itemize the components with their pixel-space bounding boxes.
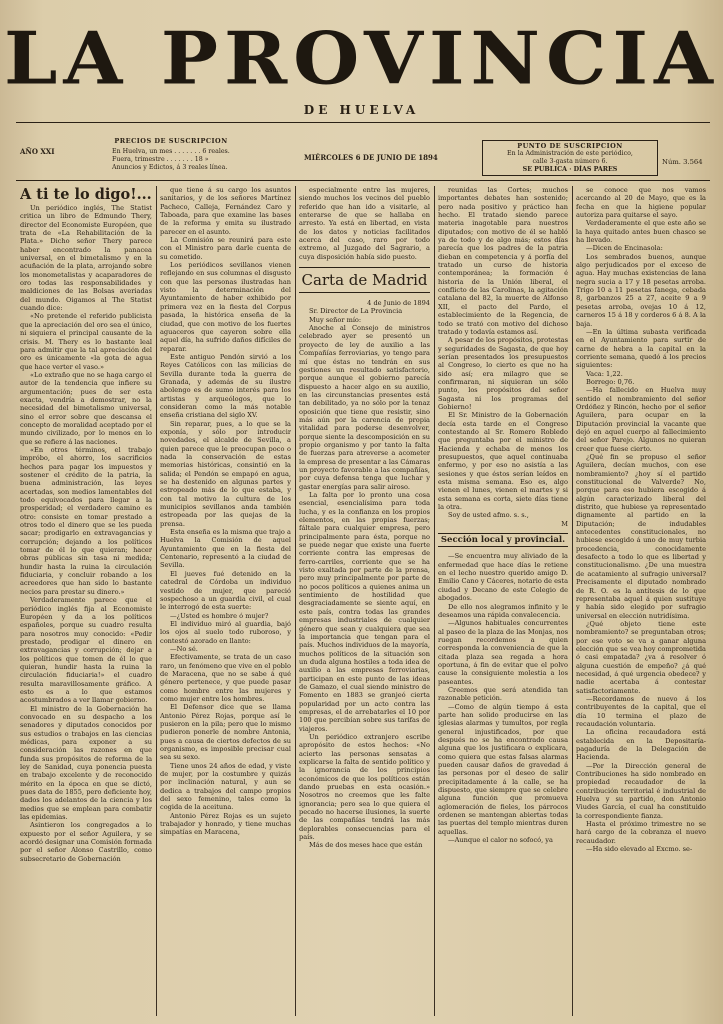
year-label: AÑO XXI <box>20 147 55 156</box>
paragraph: ¿Qué fin se propuso el señor Aguilera, decían muchos, con ese nombramiento? ¿hoy sí el partido constitucional de Valverde? No, porque para eso hubiera escogido á algún caracterizado liberal del distrito, que hubiese ya representado dignamente al partido en la Diputación; de indudables antecedentes constitucionales, no hubiese escogido á uno de muy turbia procedencia, conocidamente desafecto a todo lo que es libertad y constitucionalismo. ¿De una muestra de acatamiento al sufragio universal? Precisamente el diputado nombrado de R. O. es la antítesis de lo que representaba aquel á quien sustituye y había sido elegido por sufragio universal en elección nutridísima. <box>576 453 706 620</box>
column-1 <box>20 186 152 1018</box>
precio-line: En Huelva, un mes . . . . . . . 6 reales. <box>112 148 230 155</box>
precios-lines <box>112 148 262 172</box>
salutation: Sr. Director de La Provincia <box>309 307 403 316</box>
paragraph: —Algunos habituales concurrentes al paseo de la plaza de las Monjas, nos ruegan recordemos a quien corresponda la conveniencia de que la citada plaza sea regada a hora oportuna, á fin de evitar que el polvo cause la consiguiente molestia a los paseantes. <box>438 619 568 686</box>
paragraph: reunidas las Cortes; muchos importantes debates han sostenido; pero nada positivo y práctico han hecho. El tratado siendo parece materia inagotable para nuestros diputados; con motivo de él se habló ya de todo y de algo más; estos días parecía que los padres de la patria dieban en competencia y á porfía del tratado un curso de historia contemporánea; la formación é historia de la Unión liberal, el conflicto de las Carolinas, la agitación catalana del 82, la muerte de Alfonso XII, el pacto del Pardo, el establecimiento de la Regencia, de todo se trató con motivo del dichoso tratado y todavía estamos así. <box>438 186 568 336</box>
precios-title: PRECIOS DE SUSCRIPCION <box>114 137 228 145</box>
price-line: Borrego: 0,76. <box>586 377 635 386</box>
paragraph: Un periódico inglés, The Statist critica un libro de Edmundo Thery, director del Economiste Européen, que trata de «La Rehabilitación de la Plata.» Dicho señor Thery parece haber encontrado la panacea universal, en el bimetalismo y en la acuñación de la plata, arrojando sobre los monometalistas y acaparadores de oro todas las responsabilidades y maldiciones de las Bolsas averiadas del mundo. Oigamos al The Statist cuando dice: <box>20 204 152 313</box>
paragraph: «En otros términos, el trabajo impróbo, el ahorro, los sacrificios hechos para pagar los impuestos y sostener el crédito de la patria, la buena administración, las leyes acertadas, son medios lamentables del todo equivocados para llegar a la prosperidad; el verdadero camino es otro: consiste en tomar prestado a otros todo el dinero que se les pueda sacar; prodigarlo en extravagancias y corrupción; dejando a los políticos tomar de él lo que quieran; hacer obras públicas sin tasa ni medida; hundir hasta la ruina la circulación fiduciaria, y concluir robando a los acreedores que han sido lo bastante necios para prestar su dinero.» <box>20 445 152 596</box>
paragraph: —Dicen de Encinasola: <box>586 244 663 253</box>
signoff: Soy de usted afmo. s. s., <box>448 511 529 520</box>
column-divider <box>295 186 296 1016</box>
paragraph: que tiene á su cargo los asuntos sanitarios, y de los señores Martínez Pacheco, Calleja, Fernández Caro y Taboada, para que examine las bases de la reforma y emita su ilustrado parecer en el asunto. <box>160 186 291 236</box>
punto-line: calle 3-gasta número 6. <box>532 158 608 165</box>
column-divider <box>572 186 573 1016</box>
masthead-title: LA PROVINCIA <box>3 16 720 101</box>
paragraph: Más de dos meses hace que están <box>309 841 423 850</box>
paragraph: Creemos que será atendida tan razonable petición. <box>438 685 568 703</box>
paragraph: Asintieron los congregados a lo expuesto por el señor Aguilera, y se acordó designar una Comisión formada por el señor Alonso Castrillo, como subsecretario de Gobernación <box>20 821 152 863</box>
paragraph: —No sé. <box>170 644 198 653</box>
precios-box <box>96 137 246 145</box>
paragraph: especialmente entre las mujeres, siendo muchos los vecinos del pueblo referido que han ido a visitarle, al enterarse de que se hallaba en arresto. Ya está en libertad, en vista de los datos y noticias facilitados acerca del caso, raro por todo extremo, al Juzgado del Sagrario, a cuya disposición había sido puesto. <box>299 186 430 261</box>
paragraph: Esta enseña es la misma que trajo a Huelva la Comisión de aquel Ayuntamiento que en la fiesta del Centenario, representó a la ciudad de Sevilla. <box>160 528 291 570</box>
masthead-subtitle: DE HUELVA <box>303 103 420 117</box>
paragraph: ¿Qué objeto tiene este nombramiento? se preguntaban otros; por ese voto se va a ganar alguna elección que se vea hoy comprometida ó casi empatada? ¿va á resolver ó alguna cuestión de empeño? ¿á qué necesidad, á qué urgencia obedece? y nadie acertaba á contestar satisfactoriamente. <box>576 619 706 695</box>
paragraph: Un periódico extranjero escribe apropósito de estos hechos: «No acierto las personas sensatas a explicarse la falta de sentido político y la ignorancia de los principios económicos de que los políticos están dando pruebas en esta ocasión.» Nosotros no creemos que les falte ignorancia; pero sea lo que quiera el pecado no hacerse ilusiones, la suerte de las compañías tendrá las más deplorables consecuencias para el país. <box>299 732 430 842</box>
paragraph: «No pretende el referido publicista que la apreciación del oro sea el único, ni siquiera el principal causante de la crisis. M. Thery es lo bastante leal para admitir que la tal apreciación del oro es únicamente «la gota de agua que hace verter el vaso.» <box>20 312 152 371</box>
paragraph: Hasta el próximo trimestre no se hará cargo de la cobranza el nuevo recaudador. <box>576 820 706 845</box>
paragraph: Los periódicos sevillanos vienen reflejando en sus columnas el disgusto con que las personas ilustradas han visto la determinación del Ayuntamiento de haber exhibido por primera vez en la fiesta del Corpus pasada, la histórica enseña de la ciudad, que con motivo de los fuertes aguaceros que cayeron sobre ella aquel día, ha sufrido daños difíciles de reparar. <box>160 261 291 353</box>
paragraph: Verdaderamente el que este año se la haya quitado antes buen chasco se ha llevado. <box>576 219 706 245</box>
paragraph: Este antiguo Pendón sirvió a los Reyes Católicos con las milicias de Sevilla durante toda la guerra de Granada, y además de su ilustre abolengo es de sumo interés para los artistas y arqueólogos, que lo consideran como la más notable enseña cristiana del siglo XV. <box>160 352 291 420</box>
column-5 <box>576 186 706 1018</box>
paragraph: —En la última subasta verificada en el Ayuntamiento para surtir de carne de hebra a la capital en la corriente semana, quedó á los precios siguientes: <box>576 327 706 370</box>
paragraph: El Sr. Ministro de la Gobernación decía esta tarde en el Congreso contestando al Sr. Romero Robledo que preguntaba por el ministro de Hacienda y echaba de menos los presupuestos, que aquel continuaba enfermo, y por eso no asistía a las sesiones y que éstos serían leídos en esta misma semana. Eso es, algo vienen el lunes, vienen el martes y si esta semana es corta, siete días tiene la otra. <box>438 411 568 512</box>
price-line: Vaca: 1,22. <box>586 369 623 378</box>
paragraph: La Comisión se reunirá para este con el Ministro para darle cuenta de su cometido. <box>160 236 291 261</box>
greeting: Muy señor mío: <box>309 315 362 324</box>
paragraph: —Recordamos de nuevo á los contribuyentes de la capital, que el día 10 termina el plazo de recaudación voluntaria. <box>576 694 706 728</box>
paragraph: «Lo extraño que no se haga cargo el autor de la tendencia que infiere su argumentación; pues de ser esta exacta, vendría a demostrar, no la necesidad del bimetalismo universal, sino el error sobre que descansa el concepto de moralidad aceptado por el mundo civilizado, por lo menos en lo que se refiere á las naciones. <box>20 370 152 446</box>
punto-title: PUNTO DE SUSCRIPCION <box>517 142 623 150</box>
paragraph: Los sembrados buenos, aunque algo perjudicados por el exceso de agua. Hay muchas existencias de lana negra sucia a 17 y 18 pesetas arroba. Trigo 10 a 11 pesetas fanega, cebada 8, garbanzos 25 a 27, aceite 9 a 9 pesetas arroba, ovejas 10 á 12, carneros 15 á 18 y corderos 6 á 8. A la baja. <box>576 252 706 328</box>
paragraph: Sin reparar, pues, a lo que se la exponía, y sólo por introducir novedades, el alcalde de Sevilla, a quien parece que le preocupan poco o nada la conservación de estas memorias históricas, consintió en la salida; el Pendón se empapó en agua, se ha destenido en algunas partes y estropeado más de lo que estaba, y con tal motivo la cultura de los municipios sevillanos anda también estropeada por las quejas de la prensa. <box>160 419 291 528</box>
paragraph: A pesar de los propósitos, protestas y seguridades de Sagasta, de que hoy serían presentados los presupuestos al Congreso, lo cierto es que no ha sido así; era milagro que se confirmaran, ni siquieran un sólo punto, los propósitos del señor Sagasta ni los programas del Gobierno! <box>438 336 568 411</box>
column-divider <box>434 186 435 1016</box>
punto-line: En la Administración de este periódico, <box>507 150 633 157</box>
paragraph: se conoce que nos vamos acercando al 20 de Mayo, que es la fecha en que la higiene popular autoriza para quitarse el sayo. <box>576 186 706 220</box>
paragraph: —Ha fallecido en Huelva muy sentido el nombramiento del señor Ordóñez y Rincón, hecho por el señor Aguilera, para ocupar en la Diputación provincial la vacante que dejó en aquel cuerpo al fallecimiento del señor Parejo. Algunos no quieran creer que fuese cierto. <box>576 386 706 453</box>
paragraph: Antonio Pérez Rojas es un sujeto trabajador y honrado, y tiene muchas simpatías en Maracena, <box>160 811 291 837</box>
header-top-rule <box>16 122 710 123</box>
paragraph: —¿Usted es hombre ó mujer? <box>170 611 269 620</box>
column-divider <box>156 186 157 1016</box>
paragraph: —Por la Dirección general de Contribuciones ha sido nombrado en propiedad recaudador de la contribución territorial é industrial de Huelva y su partido, don Antonio Viudes García, el cual ha constituido la correspondiente fianza. <box>576 761 706 820</box>
paragraph: El jueves fué detenido en la catedral de Córdoba un individuo vestido de mujer, que pareció sospechoso a un guardia civil, el cual le interrogó de esta suerte: <box>160 569 291 612</box>
paragraph: La oficina recaudadora está establecida en la Depositaría-pagaduría de la Delegación de Hacienda. <box>576 728 706 762</box>
header-bottom-rule <box>16 180 710 181</box>
issue-date: MIÉRCOLES 6 DE JUNIO DE 1894 <box>304 153 438 162</box>
paragraph: El Defensor dice que se llama Antonio Pérez Rojas, porque así le pusieron en la pila; pero que lo mismo pudieron ponerle de nombre Antonia, pues a causa de ciertos defectos de su organismo, es imposible precisar cual sea su sexo. <box>160 703 291 762</box>
column-2 <box>160 186 291 1018</box>
precio-line: Fuera, trimestre . . . . . . . 18 » <box>112 156 209 163</box>
headline: A ti te lo digo!... <box>20 186 152 203</box>
section-heading: Sección local y provincial. <box>438 533 568 547</box>
column-3 <box>299 186 430 1018</box>
paragraph: El ministro de la Gobernación ha convocado en su despacho a los senadores y diputados conocidos por sus estudios o trabajos en las ciencias médicas, para exponer a su consideración las razones en que funda sus propósitos de reforma de la ley de Sanidad, cuya ponencia puesta en trabajo excelente y de reconocido mérito en la época en que se dictó, pues data de 1855, pero deficiente hoy, dados los adelantos de la ciencia y los medios que se emplean para combatir las epidemias. <box>20 704 152 822</box>
paragraph: —Aunque el calor no sofocó, ya <box>448 836 553 845</box>
paragraph: De ello nos alegramos infinito y le deseamos una rápida convalecencia. <box>438 602 568 619</box>
punto-box <box>482 140 658 176</box>
paragraph: La falta por lo pronto una cosa esencial, esencialísima para toda lucha, y es la confianza en los propios elementos, en las propias fuerzas; fáltale para cualquier empresa, pero principalmente para ésta, porque no se puede negar que existe una fuerte corriente contra las empresas de ferro-carriles, corriente que se ha visto exaltada por parte de la prensa, pero muy principalmente por parte de no pocos políticos a quienes anima un sentimiento de hostilidad que desgraciadamente se siente aquí, en este país, contra todas las grandes empresas industriales de cualquier género que sean y cualquiera que sea la importancia que tengan para el país. Muchos individuos de la mayoría, muchos políticos de la situación son un duda alguna hostiles a toda idea de auxilio a las empresas ferroviarias, participan en este punto de las ideas de Gamazo, el cual siendo ministro de Fomento en 1883 se granjeó cierta popularidad por un acto contra las empresas, el de arrebatarles el 10 por 100 que percibían sobre sus tarifas de viajeros. <box>299 491 430 733</box>
paragraph: —Como de algún tiempo á esta parte han solido producirse en las iglesias alarmas y tumultos, por regla general injustificados, por que después no se ha encontrado causa alguna que los justificara o explicara, como quiera que estas falsas alarmas pueden causar daños de gravedad á las personas por el deseo de salir precipitadamente á la calle, se ha dispuesto, que siempre que se celebre alguna función que promueva aglomeración de fieles, los párrocos ordenen se mantengan abiertas todas las puertas del templo mientras duren aquellas. <box>438 702 568 836</box>
paragraph: El individuo miró al guardia, bajó los ojos al suelo todo ruboroso, y contestó azorado en llanto: <box>160 619 291 645</box>
paragraph: Efectivamente, se trata de un caso raro, un fenómeno que vive en el poblo de Maracena, que no se sabe á qué género pertenece, y que puede pasar como hombre entre las mujeres y como mujer entre los hombres. <box>160 653 291 703</box>
column-4 <box>438 186 568 1018</box>
paragraph: Anoche al Consejo de ministros celebrado ayer se presentó un proyecto de ley de auxilio a las Compañías ferroviarias, yo tengo para mí que éstas no tendrán en sus gestiones un resultado satisfactorio, porque aunque el gobierno parecía dispuesto a hacer algo en su auxilio, en las circunstancias presentes está tan debilitado, ya no sólo por la tenaz oposición que tiene que resistir, sino más aún por la carencia de propia vitalidad para poderse desenvolver, porque siente la descomposición en su propio organismo y por tanto la falta de fuerzas para atreverse a acometer la empresa de presentar a las Cámaras un proyecto favorable a las compañías, por cuya defensa tenga que luchar y gastar energías para salir airoso. <box>299 324 430 491</box>
paragraph: Verdaderamente parece que el periódico inglés fija al Economiste Européen y da a los políticos españoles, porque su cuadro resulta para nosotros muy conocido: «Pedir prestado, prodigar el dinero en extravagancias y corrupción; dejar a los políticos que tomen de él lo que quieran, hundir hasta la ruina la circulación fiduciaria!» el cuadro resulta maravillosamente gráfico. A esto es a lo que estamos acostumbrados a ver llamar gobierno. <box>20 596 152 705</box>
punto-line: SE PUBLICA · DÍAS PARES <box>522 166 618 173</box>
signature: M <box>561 519 568 528</box>
precio-line: Anuncios y Edictos, á 3 reales línea. <box>112 164 228 171</box>
paragraph: Tiene unos 24 años de edad, y viste de mujer, por la costumbre y quizás por inclinación natural, y aun se dedica a trabajos del campo propios del sexo femenino, tales como la cogida de la aceituna. <box>160 761 291 812</box>
carta-heading: Carta de Madrid <box>299 267 430 293</box>
dateline: 4 de Junio de 1894 <box>367 299 430 308</box>
paragraph: —Se encuentra muy aliviado de la enfermedad que hace días le retiene en el lecho nuestro querido amigo D. Emilio Cano y Cáceres, notario de esta ciudad y Decano de este Colegio de abogados. <box>438 552 568 603</box>
issue-number: Núm. 3.564 <box>662 158 703 166</box>
paragraph: —Ha sido elevado al Excmo. se- <box>586 845 693 854</box>
